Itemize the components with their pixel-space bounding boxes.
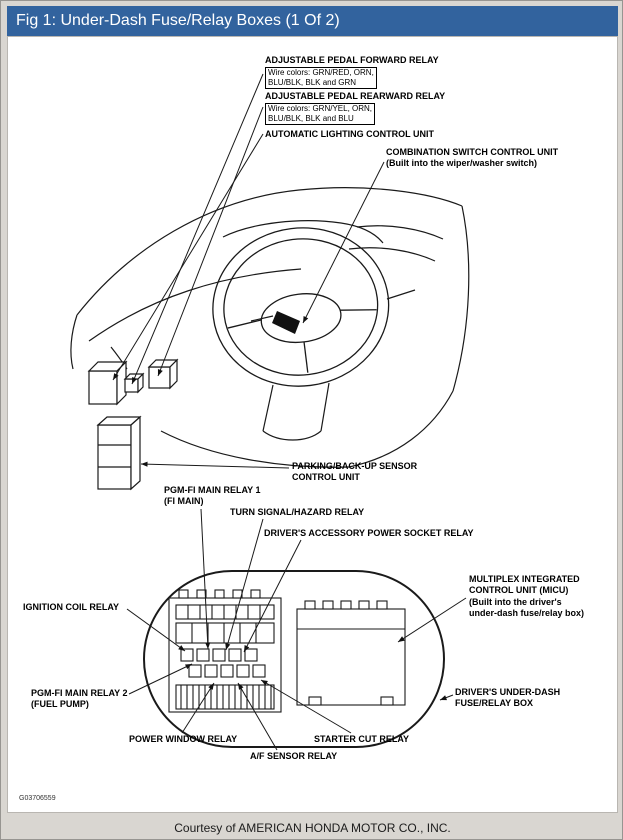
callout-af-sensor-relay [250,751,337,762]
callout-drivers-accessory-power-socket-relay [264,528,474,539]
callout-label: (FI MAIN) [164,496,204,507]
callout-drivers-under-dash-fuse-relay-box [455,687,560,710]
callout-adjustable-pedal-rearward-relay [265,91,445,125]
fuse-box-left-block [169,590,281,712]
combination-switch-highlight [272,311,300,334]
callout-parking-backup-sensor-control-unit [292,461,417,484]
callout-label: AUTOMATIC LIGHTING CONTROL UNIT [265,129,434,139]
fuse-relay-box-detail [144,571,444,747]
callout-label: A/F SENSOR RELAY [250,751,338,761]
callout-label: POWER WINDOW RELAY [129,734,238,744]
callout-label: FUSE/RELAY BOX [455,698,534,709]
callout-label: MULTIPLEX INTEGRATED [469,574,580,584]
steering-wheel [204,218,398,396]
callout-automatic-lighting-control-unit [265,129,434,140]
wire-colors-line: Wire colors: GRN/RED, ORN, [268,68,374,78]
dashboard-diagram [1,1,623,840]
callout-label: (FUEL PUMP) [31,699,89,710]
leader-arrowhead [303,316,308,323]
leader-arrowhead [440,695,447,700]
callout-label: CONTROL UNIT (MICU) [469,585,569,596]
leader-arrowhead [141,462,148,467]
callout-combination-switch-control-unit [386,147,558,170]
callout-label: COMBINATION SWITCH CONTROL UNIT [386,147,559,157]
wire-colors-line: BLU/BLK, BLK and BLU [268,114,354,124]
callout-label: DRIVER'S ACCESSORY POWER SOCKET RELAY [264,528,474,538]
steering-column [251,290,415,440]
callout-power-window-relay [129,734,237,745]
callout-pgm-fi-main-relay-1 [164,485,261,508]
callout-label: IGNITION COIL RELAY [23,602,120,612]
wire-colors-box [265,67,377,89]
wire-colors-box [265,103,375,125]
callout-label: STARTER CUT RELAY [314,734,410,744]
callout-ignition-coil-relay [23,602,119,613]
callout-label: PGM-FI MAIN RELAY 2 [31,688,128,698]
callout-note: under-dash fuse/relay box) [469,607,585,618]
callout-label: PARKING/BACK-UP SENSOR [292,461,418,471]
courtesy-line: Courtesy of AMERICAN HONDA MOTOR CO., INC. [174,821,451,835]
callout-label: PGM-FI MAIN RELAY 1 [164,485,261,495]
callout-pgm-fi-main-relay-2 [31,688,128,711]
callout-label: ADJUSTABLE PEDAL FORWARD RELAY [265,55,439,65]
callout-label: CONTROL UNIT [292,472,360,483]
callout-adjustable-pedal-forward-relay [265,55,439,89]
callout-label: ADJUSTABLE PEDAL REARWARD RELAY [265,91,446,101]
callout-note: (Built into the driver's [469,596,562,607]
callout-multiplex-micu [469,574,584,619]
wire-colors-line: BLU/BLK, BLK and GRN [268,78,357,88]
callout-turn-signal-hazard-relay [230,507,364,518]
callout-label: TURN SIGNAL/HAZARD RELAY [230,507,365,517]
figure-code: G03706559 [19,795,56,802]
callout-starter-cut-relay [314,734,409,745]
figure-title: Fig 1: Under-Dash Fuse/Relay Boxes (1 Of 2) [16,12,340,29]
callout-label: DRIVER'S UNDER-DASH [455,687,561,697]
wire-colors-line: Wire colors: GRN/YEL, ORN, [268,104,373,114]
fuse-box-right-block-micu [297,601,405,705]
callout-note: (Built into the wiper/washer switch) [386,158,538,169]
